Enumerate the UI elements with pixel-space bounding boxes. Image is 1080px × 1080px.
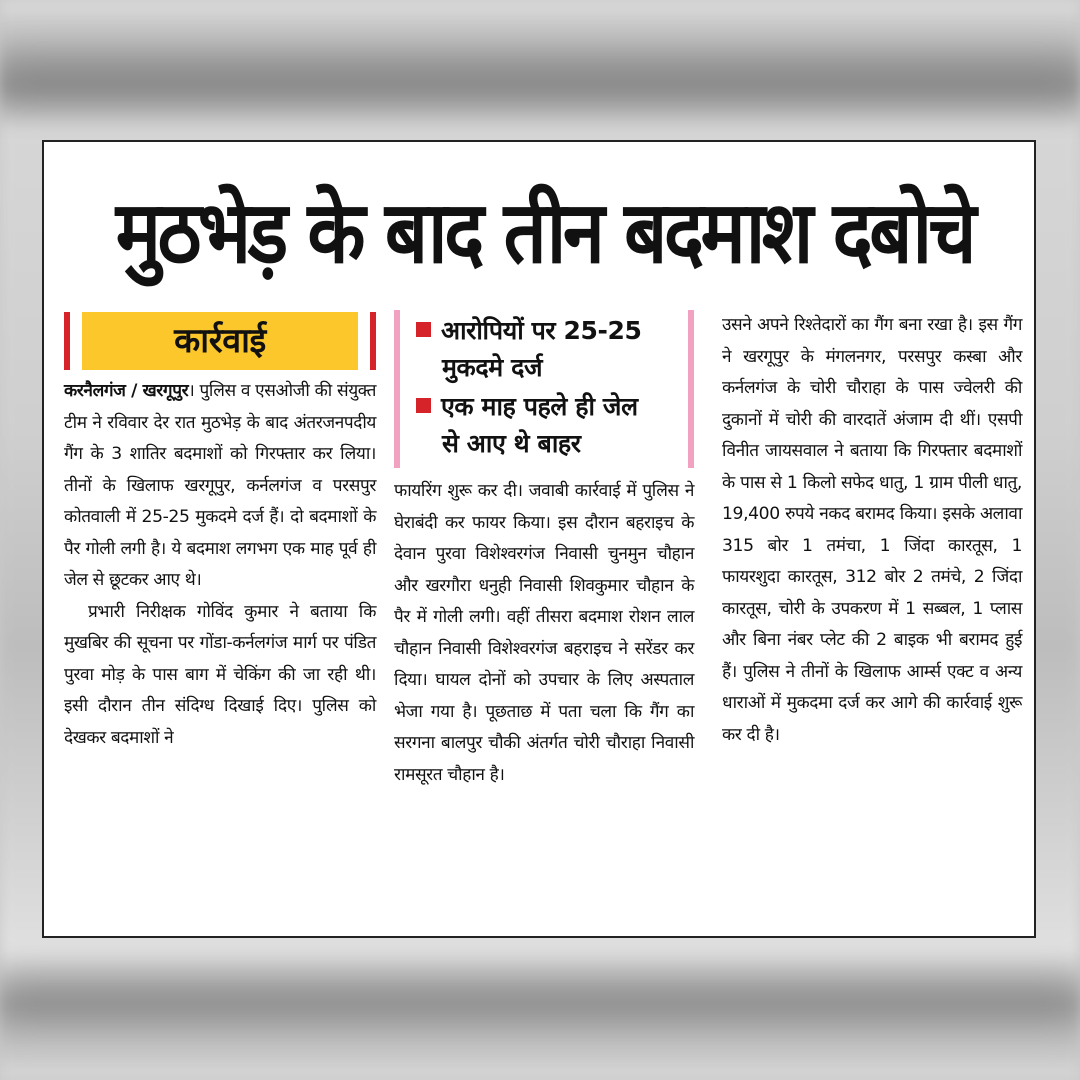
pink-bar-right [688, 310, 694, 468]
col1-paragraph-1 [64, 376, 376, 597]
column-3 [722, 310, 1022, 751]
highlight-2 [416, 388, 680, 462]
headline: मुठभेड़ के बाद तीन बदमाश दबोचे [115, 183, 974, 283]
col1-paragraph-2: प्रभारी निरीक्षक गोविंद कुमार ने बताया कि मुखबिर की सूचना पर गोंडा-कर्नलगंज मार्ग पर पंडित पुरवा मोड़ के पास बाग में चेकिंग की जा रही थी। इसी दौरान तीन संदिग्ध दिखाई दिए। पुलिस को देखकर बदमाशों ने [64, 601, 376, 748]
highlight-1-line-1: आरोपियों पर 25-25 [441, 316, 642, 345]
tag-bar-left [64, 312, 70, 370]
pink-bar-left [394, 310, 400, 468]
section-tag-label: कार्रवाई [82, 312, 358, 370]
section-tag [64, 310, 376, 372]
bullet-square-icon [416, 398, 431, 413]
highlight-2-line-2: से आए थे बाहर [442, 429, 581, 458]
bullet-square-icon [416, 322, 431, 337]
highlight-1-line-2: मुकदमे दर्ज [442, 353, 543, 382]
highlights-box [394, 310, 694, 468]
column-1 [64, 310, 376, 754]
blur-strip-top [0, 60, 1080, 100]
newspaper-clipping [42, 140, 1036, 938]
blur-strip-bottom [0, 980, 1080, 1020]
highlight-1 [416, 312, 680, 386]
tag-bar-right [370, 312, 376, 370]
col1-p1-text: । पुलिस व एसओजी की संयुक्त टीम ने रविवार देर रात मुठभेड़ के बाद अंतरजनपदीय गैंग के 3 शातिर बदमाशों को गिरफ्तार कर लिया। तीनों के खिलाफ खरगूपुर, कर्नलगंज व परसपुर कोतवाली में 25-25 मुकदमे दर्ज हैं। दो बदमाशों के पैर गोली लगी है। ये बदमाश लगभग एक माह पूर्व ही जेल से छूटकर आए थे। [64, 381, 376, 590]
column-2 [394, 310, 694, 791]
highlight-2-line-1: एक माह पहले ही जेल [441, 392, 638, 421]
col2-paragraph-1: फायरिंग शुरू कर दी। जवाबी कार्रवाई में पुलिस ने घेराबंदी कर फायर किया। इस दौरान बहराइच के देवान पुरवा विशेश्वरगंज निवासी चुनमुन चौहान और खरगौरा धनुही निवासी शिवकुमार चौहान के पैर में गोली लगी। वहीं तीसरा बदमाश रोशन लाल चौहान निवासी विशेश्वरगंज बहराइच ने सरेंडर कर दिया। घायल दोनों को उपचार के लिए अस्पताल भेजा गया है। पूछताछ में पता चला कि गैंग का सरगना बालपुर चौकी अंतर्गत चोरी चौराहा निवासी रामसूरत चौहान है। [394, 481, 694, 785]
col3-paragraph-1: उसने अपने रिश्तेदारों का गैंग बना रखा है। इस गैंग ने खरगूपुर के मंगलनगर, परसपुर कस्बा और कर्नलगंज के चोरी चौराहा के पास ज्वेलरी की दुकानों में चोरी की वारदातें अंजाम दी थीं। एसपी विनीत जायसवाल ने बताया कि गिरफ्तार बदमाशों के पास से 1 किलो सफेद धातु, 1 ग्राम पीली धातु, 19,400 रुपये नकद बरामद किया। इसके अलावा 315 बोर 1 तमंचा, 1 जिंदा कारतूस, 1 फायरशुदा कारतूस, 312 बोर 2 तमंचे, 2 जिंदा कारतूस, चोरी के उपकरण में 1 सब्बल, 1 प्लास और बिना नंबर प्लेट की 2 बाइक भी बरामद हुई हैं। पुलिस ने तीनों के खिलाफ आर्म्स एक्ट व अन्य धाराओं में मुकदमा दर्ज कर आगे की कार्रवाई शुरू कर दी है। [722, 315, 1022, 745]
dateline: करनैलगंज / खरगूपुर [64, 381, 189, 401]
